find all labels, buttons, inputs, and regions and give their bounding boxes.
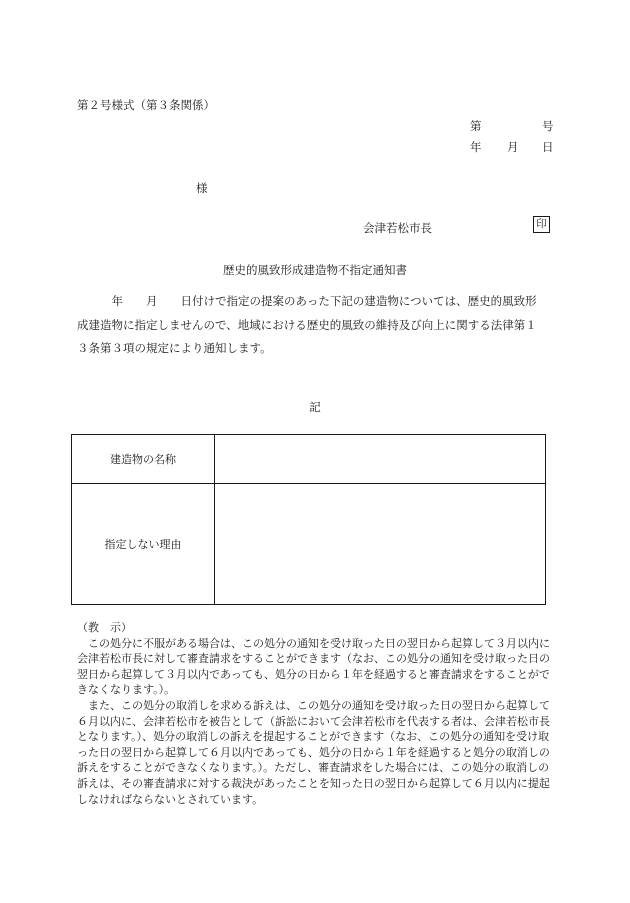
seal-mark: 印 <box>533 216 550 233</box>
document-number-suffix: 号 <box>542 119 554 133</box>
reason-label: 指定しない理由 <box>72 484 215 605</box>
document-number-prefix: 第 <box>470 119 482 133</box>
addressee-honorific: 様 <box>196 181 208 195</box>
date-day-label: 日 <box>542 140 554 154</box>
issuer-name: 会津若松市長 <box>363 221 432 235</box>
table-row <box>72 484 546 605</box>
date-year-label: 年 <box>470 140 482 154</box>
appeal-instruction <box>77 620 557 807</box>
form-number-label: 第２号様式（第３条関係） <box>77 98 215 112</box>
ki-heading: 記 <box>309 400 321 414</box>
instruction-paragraph: また、この処分の取消しを求める訴えは、この処分の通知を受け取った日の翌日から起算して６月以内に、会津若松市を被告として（訴訟において会津若松市を代表する者は、会津若松市長となります。）、処分の取消しの訴えを提起することができます（なお、この処分の通知を受け取った日の翌日から起算して６月以内であっても、処分の日から１年を経過すると処分の取消しの訴えをすることができなくなります。）。ただし、審査請求をした場合には、この処分の取消しの訴えは、その審査請求に対する裁決があったことを知った日の翌日から起算して６月以内に提起しなければならないとされています。 <box>77 698 550 806</box>
instruction-paragraph: この処分に不服がある場合は、この処分の通知を受け取った日の翌日から起算して３月以内に会津若松市長に対して審査請求をすることができます（なお、この処分の通知を受け取った日の翌日から起算して３月以内であっても、処分の日から１年を経過すると審査請求をすることができなくなります。）。 <box>77 636 550 697</box>
building-name-value <box>215 435 546 484</box>
instruction-heading: （教 示） <box>77 621 132 634</box>
notice-body <box>77 290 557 361</box>
notice-body-line: 成建造物に指定しませんので、地域における歴史的風致の維持及び向上に関する法律第１ <box>77 317 537 332</box>
reason-value <box>215 484 546 605</box>
notice-body-line: 年 月 日付けで指定の提案のあった下記の建造物については、歴史的風致形 <box>77 294 537 308</box>
building-info-table <box>71 434 546 605</box>
document-title: 歴史的風致形成建造物不指定通知書 <box>223 263 407 277</box>
notice-body-line: ３条第３項の規定により通知します。 <box>77 341 272 355</box>
date-month-label: 月 <box>507 140 519 154</box>
building-name-label: 建造物の名称 <box>72 435 215 484</box>
table-row <box>72 435 546 484</box>
